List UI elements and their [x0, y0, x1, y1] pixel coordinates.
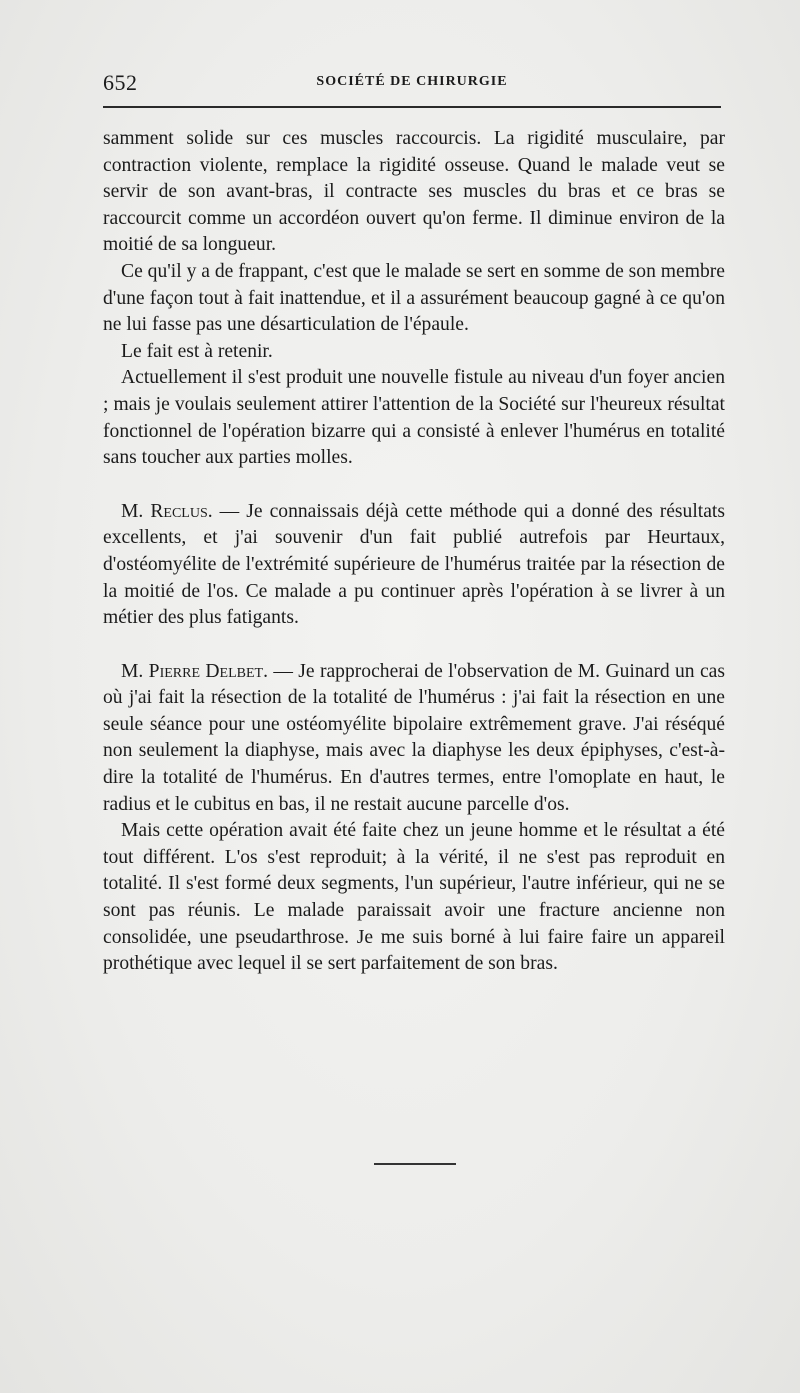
- speaker-paragraph-delbet: [103, 659, 725, 819]
- paragraph: Ce qu'il y a de frappant, c'est que le malade se sert en somme de son membre d'une façon tout à fait inattendue, et il a assurément beaucoup gagné à ce qu'on ne lui fasse pas une désarticulation de l'épaule.: [103, 260, 725, 336]
- page-header: [103, 70, 721, 98]
- header-rule: [103, 106, 721, 108]
- paragraph: samment solide sur ces muscles raccourcis. La rigidité musculaire, par contraction violente, remplace la rigidité osseuse. Quand le malade veut se servir de son avant-bras, il contracte ses muscles du bras et ce bras se raccourcit comme un accordéon ouvert qu'on ferme. Il diminue environ de la moitié de sa longueur.: [103, 128, 725, 256]
- speaker-name: M. Reclus.: [121, 500, 213, 522]
- body-text: [103, 126, 725, 978]
- speaker-name: M. Pierre Delbet.: [121, 660, 268, 682]
- paragraph: Le fait est à retenir.: [121, 340, 273, 362]
- running-head: SOCIÉTÉ DE CHIRURGIE: [316, 74, 508, 89]
- paragraph: Actuellement il s'est produit une nouvelle fistule au niveau d'un foyer ancien ; mais je voulais seulement attirer l'attention de la Société sur l'heureux résultat fonctionnel de l'opération bizarre qui a consisté à enlever l'humérus en totalité sans toucher aux parties molles.: [103, 367, 725, 469]
- paragraph: Mais cette opération avait été faite chez un jeune homme et le résultat a été tout différent. L'os s'est reproduit; à la vérité, il ne s'est pas reproduit en totalité. Il s'est formé deux segments, l'un supérieur, l'autre inférieur, qui ne se sont pas réunis. Le malade paraissait avoir une fracture ancienne non consolidée, une pseudarthrose. Je me suis borné à lui faire faire un appareil prothétique avec lequel il se sert parfaitement de son bras.: [103, 820, 725, 975]
- speaker-text: — Je rapprocherai de l'observation de M. Guinard un cas où j'ai fait la résection de la totalité de l'humérus : j'ai fait la résection en une seule séance pour une ostéomyélite bipolaire extrêmement grave. J'ai réséqué non seulement la diaphyse, mais avec la diaphyse les deux épiphyses, c'est-à-dire la totalité de l'humérus. En d'autres termes, entre l'omoplate en haut, le radius et le cubitus en bas, il ne restait aucune parcelle d'os.: [103, 660, 725, 815]
- end-rule: [374, 1163, 456, 1165]
- speaker-text: — Je connaissais déjà cette méthode qui a donné des résultats excellents, et j'ai souvenir d'un fait publié autrefois par Heurtaux, d'ostéomyélite de l'extrémité supérieure de l'humérus traitée par la résection de la moitié de l'os. Ce malade a pu continuer après l'opération à se livrer à un métier des plus fatigants.: [103, 500, 725, 629]
- page-number: 652: [103, 70, 138, 95]
- speaker-paragraph-reclus: [103, 499, 725, 632]
